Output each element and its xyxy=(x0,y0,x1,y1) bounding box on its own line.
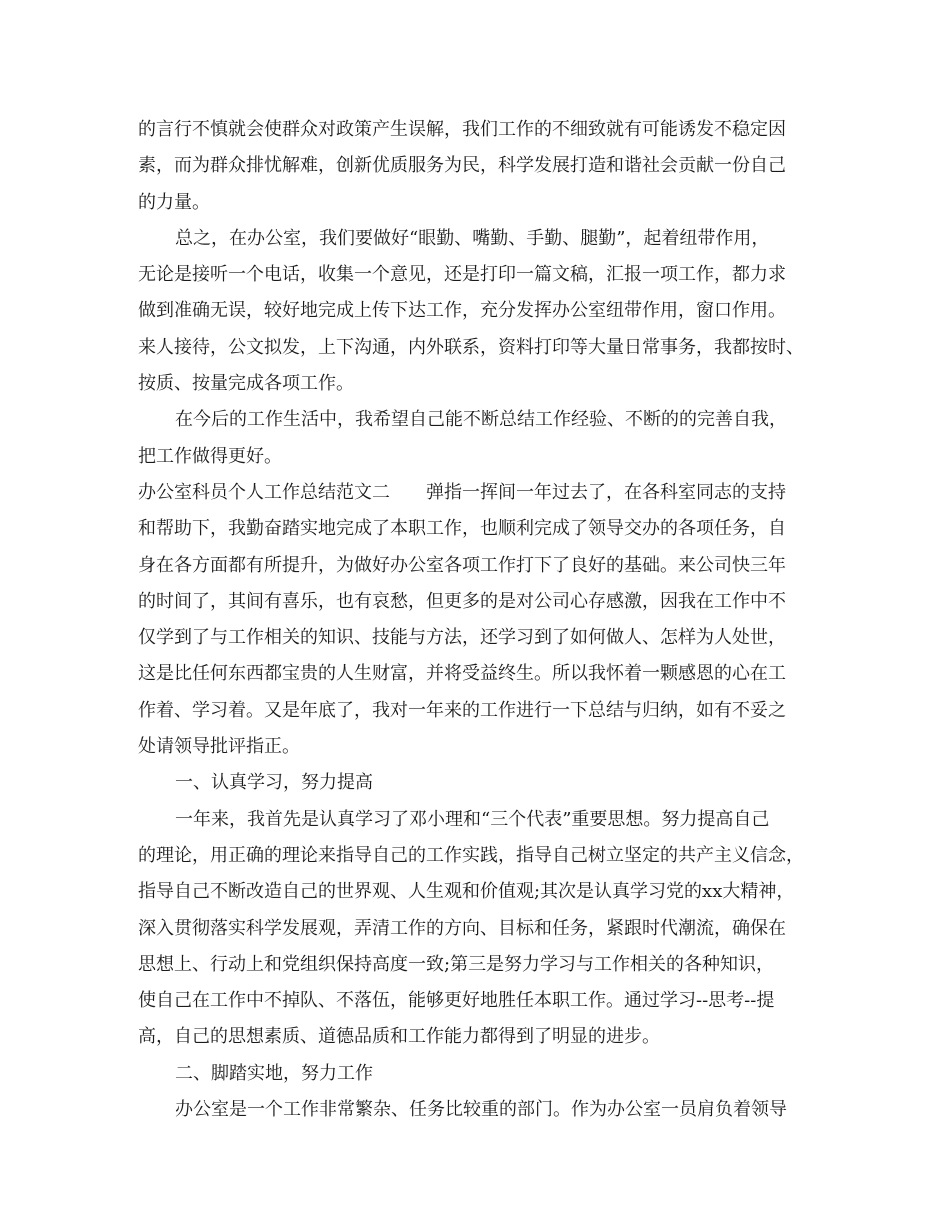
text-line: 办公室是一个工作非常繁杂、任务比较重的部门。作为办公室一员肩负着领导 xyxy=(175,1099,787,1121)
text-line: 总之，在办公室，我们要做好“眼勤、嘴勤、手勤、腿勤”，起着纽带作用， xyxy=(175,227,770,249)
text-line: 身在各方面都有所提升，为做好办公室各项工作打下了良好的基础。来公司快三年 xyxy=(138,554,786,576)
text-line: 的时间了，其间有喜乐，也有哀愁，但更多的是对公司心存感激，因我在工作中不 xyxy=(138,590,786,612)
text-line: 无论是接听一个电话，收集一个意见，还是打印一篇文稿，汇报一项工作，都力求 xyxy=(138,264,786,286)
text-line: 作着、学习着。又是年底了，我对一年来的工作进行一下总结与归纳，如有不妥之 xyxy=(138,699,786,721)
text-line: 的言行不慎就会使群众对政策产生误解，我们工作的不细致就有可能诱发不稳定因 xyxy=(138,119,786,140)
document-body xyxy=(138,112,828,1128)
text-line: 一年来，我首先是认真学习了邓小理和“三个代表”重要思想。努力提高自己 xyxy=(175,808,770,830)
text-line: 办公室科员个人工作总结范文二 弹指一挥间一年过去了，在各科室同志的支持 xyxy=(138,481,786,503)
text-line: 把工作做得更好。 xyxy=(138,445,282,467)
text-line: 在今后的工作生活中，我希望自己能不断总结工作经验、不断的的完善自我， xyxy=(175,409,787,431)
text-line: 思想上、行动上和党组织保持高度一致;第三是努力学习与工作相关的各种知识， xyxy=(138,953,775,975)
text-line: 素，而为群众排忧解难，创新优质服务为民，科学发展打造和谐社会贡献一份自己 xyxy=(138,155,786,177)
text-line: 来人接待，公文拟发，上下沟通，内外联系，资料打印等大量日常事务，我都按时、 xyxy=(138,336,804,358)
text-line: 这是比任何东西都宝贵的人生财富，并将受益终生。所以我怀着一颗感恩的心在工 xyxy=(138,663,786,685)
text-line: 深入贯彻落实科学发展观，弄清工作的方向、目标和任务，紧跟时代潮流，确保在 xyxy=(138,917,786,939)
text-line: 和帮助下，我勤奋踏实地完成了本职工作，也顺利完成了领导交办的各项任务，自 xyxy=(138,518,786,540)
text-line: 处请领导批评指正。 xyxy=(138,736,300,758)
text-line: 做到准确无误，较好地完成上传下达工作，充分发挥办公室纽带作用，窗口作用。 xyxy=(138,300,786,322)
text-line: 的力量。 xyxy=(138,191,210,213)
text-line: 的理论，用正确的理论来指导自己的工作实践，指导自己树立坚定的共产主义信念， xyxy=(138,844,804,866)
text-line: 按质、按量完成各项工作。 xyxy=(138,373,354,395)
text-line: 使自己在工作中不掉队、不落伍，能够更好地胜任本职工作。通过学习--思考--提 xyxy=(138,990,775,1012)
text-line: 指导自己不断改造自己的世界观、人生观和价值观;其次是认真学习党的xx大精神， xyxy=(138,881,795,903)
text-line: 一、认真学习，努力提高 xyxy=(175,772,373,794)
text-line: 二、脚踏实地，努力工作 xyxy=(175,1062,373,1084)
text-line: 高，自己的思想素质、道德品质和工作能力都得到了明显的进步。 xyxy=(138,1026,660,1048)
text-line: 仅学到了与工作相关的知识、技能与方法，还学习到了如何做人、怎样为人处世， xyxy=(138,627,786,649)
